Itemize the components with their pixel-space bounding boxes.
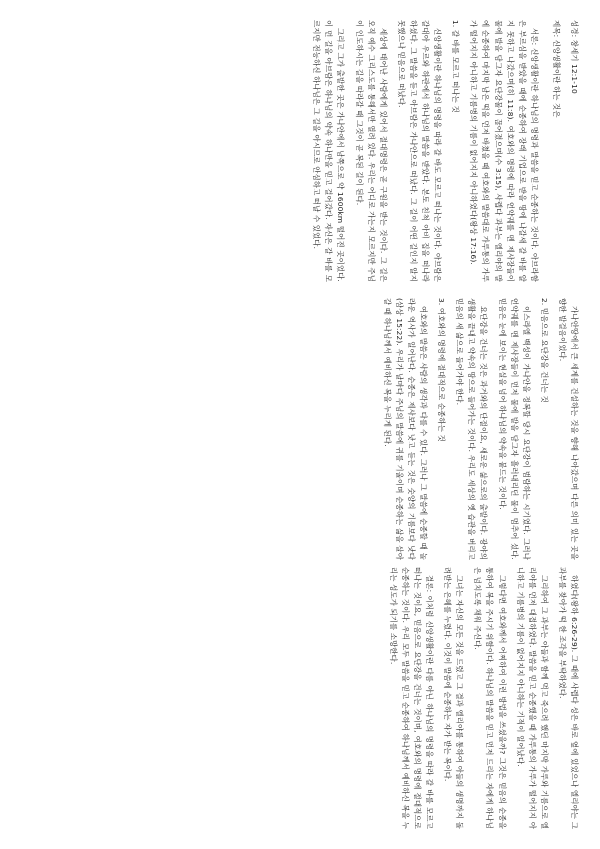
- paragraph: 여호와의 말씀은 사람의 생각과 다를 수 있다. 그러나 그 말씀에 순종할 때 놀라운 역사가 일어난다. 순종은 제사보다 낫고 듣는 것은 숫양의 기름보다 낫다(삼상 15:22). 우리가 날마다 주님의 말씀에 귀를 기울이며 순종하는 삶을 살아갈 때 하나님께서 예비하신 복을 누리게 된다.: [382, 298, 429, 560]
- paragraph: 가나안땅에서 큰 세계를 건설하는 것을 향해 나아갔으며 다른 의미 있는 곳을 향한 발걸음이었다.: [557, 298, 579, 560]
- paragraph: 신앙생활이란 하나님의 명령을 따라 갈 바도 모르고 떠나는 것이다. 아브람은 갈대아 우르와 하란에서 하나님의 말씀을 받았다. 본토 친척 아비 집을 떠나라 하셨다. 그 말씀을 듣고 아브람은 가나안으로 떠났다. 그 길이 어떤 길인지 알지 못했으나 믿음으로 떠났다.: [396, 20, 443, 282]
- paragraph: 서론: 신앙생활이란 하나님의 명령과 말씀을 믿고 순종하는 것이다. 아브라함은 부르심을 받았을 때에 순종하여 장래 기업으로 받을 땅에 나갈새 갈 바를 알지 못하고 나갔으며(히 11:8). 여호와의 명령에 따라 언약궤를 멘 제사장들이 물에 발을 담그자 요단강물이 끊어졌으며(수 3:15), 사렙다 과부는 엘리야의 말에 순종하여 마지막 남은 떡을 먼저 바쳤을 때 여호와의 말씀대로 가루통의 가루가 떨어지지 아니하고 기름병의 기름이 없어지지 아니하였다(왕상 17:16).: [469, 20, 539, 282]
- text-column-1: [20, 20, 580, 282]
- section-heading: 3. 여호와의 명령에 절대적으로 순종하는 것: [437, 298, 447, 442]
- section-heading: 2. 믿음으로 요단강을 건너는 것: [539, 298, 549, 403]
- text-column-3: [20, 567, 580, 829]
- text-column-2: [20, 298, 580, 560]
- paragraph: 그리고 그가 출발한 곳은 가나안에서 남쪽으로 약 1600km 떨어진 곳이었다. 이 먼 길을 아브람은 하나님의 약속 하나만을 믿고 걸어갔다. 자신은 갈 바를 모르지만 전능하신 하나님은 그 길을 아시므로 안심하고 떠날 수 있었다.: [312, 20, 346, 282]
- paragraph: 이스라엘 백성이 가나안을 정복할 당시 요단강이 범람하는 시기였다. 그러나 언약궤를 멘 제사장들이 먼저 물에 발을 담그자 흘러내리던 물이 멈추어 섰다. 믿음은 눈에 보이는 현실을 넘어 하나님의 약속을 붙드는 것이다.: [497, 298, 531, 560]
- paragraph: 그리하여 그 과부는 아들과 함께 먹고 죽으려 했던 마지막 가루와 기름으로 엘리야를 먼저 대접하였다. 말씀을 믿고 순종했을 때 가루통의 가루가 떨어지지 아니하고 기름병의 기름이 없어지지 아니하는 기적이 일어났다.: [515, 567, 549, 829]
- paragraph: 요단강을 건너는 것은 과거와의 단절이요, 새로운 삶으로의 출발이다. 광야의 생활을 끝내고 약속의 땅으로 들어가는 것이다. 우리도 세상의 옛 습관을 버리고 믿음의 새 삶으로 들어가야 한다.: [455, 298, 489, 560]
- scripture-reference: 성경: 창세기 12:1-10: [570, 20, 579, 94]
- section-heading: 1. 갈 바를 모르고 떠나는 것: [451, 20, 461, 113]
- paragraph: 그녀는 자신의 모든 것을 드렸고 그 결과 엘리야를 통하여 아들의 생명까지 돌려받는 은혜를 누렸다. 이것이 말씀에 순종하는 자가 받는 복이다.: [443, 567, 465, 829]
- sermon-title: 제목: 신앙생활이란 하는 것은: [551, 20, 561, 118]
- conclusion-paragraph: 결론: 이처럼 신앙생활이란 다름 아닌 하나님의 명령을 따라 갈 바를 모르고 떠나는 것이요, 믿음으로 요단강을 건너는 것이며, 여호와의 명령에 절대적으로 순종하는 것이다. 우리 모두 말씀을 믿고 순종하여 하나님께서 예비하신 복을 누리는 성도가 되기를 소망한다.: [388, 567, 435, 829]
- paragraph: 세상에 태어난 사람에게 있어서 절대명령은 곧 구원을 받는 것이다. 그 길은 오직 예수 그리스도를 통해서만 열려 있다. 우리는 어디로 가는지 모르지만 주님이 인도하시는 길을 따라갈 때 그것이 곧 복된 길이 된다.: [354, 20, 388, 282]
- paragraph: 하였다(왕하 6:26-29). 그 때에 사렙다 성은 바로 옆에 있었으나 엘리야는 그 과부를 찾아가 떡 한 조각을 부탁하였다.: [557, 567, 579, 829]
- paragraph: 그렇다면 여호와께서 어찌하여 이런 방법을 쓰셨을까? 그것은 믿음의 순종을 통하여 복을 주시기 위함이다. 하나님의 말씀을 믿고 먼저 드리는 자에게 하나님은 넘치도록 채워 주신다.: [473, 567, 507, 829]
